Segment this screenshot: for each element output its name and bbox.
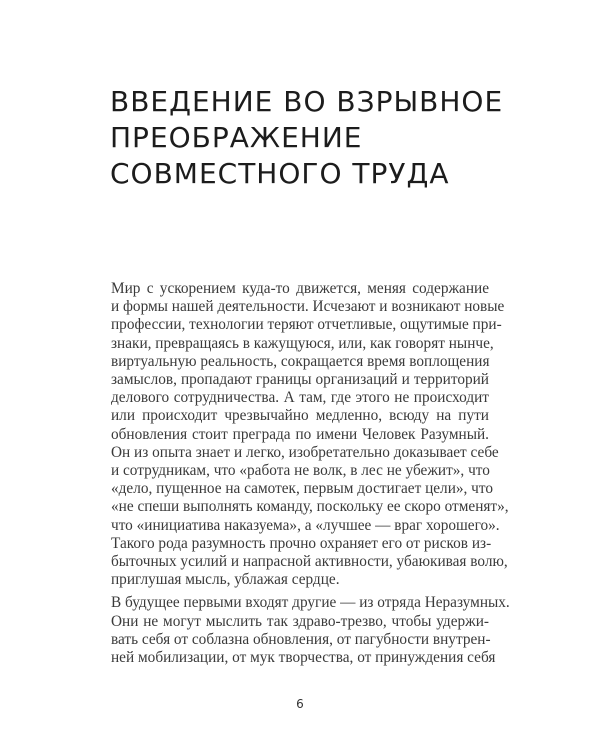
text-line: приглушая мысль, ублажая сердце. [111, 571, 340, 589]
chapter-title-line: ВВЕДЕНИЕ ВО ВЗРЫВНОЕ [110, 85, 504, 118]
chapter-title-line: СОВМЕСТНОГО ТРУДА [110, 157, 450, 190]
text-line: и формы нашей деятельности. Исчезают и возникают новые [111, 298, 505, 316]
text-line: профессии, технологии теряют отчетливые, ощутимые при- [111, 316, 502, 334]
text-line: обновления стоит преграда по имени Человек Разумный. [111, 425, 489, 443]
text-line: Он из опыта знает и легко, изобретательно доказывает себе [111, 443, 499, 461]
text-line: «дело, пущенное на самотек, первым достигает цели», что [111, 480, 494, 498]
text-line: Они не могут мыслить так здраво-трезво, чтобы удержи- [111, 612, 489, 630]
paragraph-1 [111, 280, 509, 589]
text-line: вать себя от соблазна обновления, от пагубности внутрен- [111, 630, 491, 648]
page-number: 6 [296, 697, 304, 711]
text-line: виртуальную реальность, сокращается время воплощения [111, 352, 490, 370]
text-line: Такого рода разумность прочно охраняет его от рисков из- [111, 534, 492, 552]
paragraph-2 [111, 594, 510, 667]
text-line: делового сотрудничества. А там, где этого не происходит [111, 389, 489, 407]
body-text [111, 280, 510, 667]
text-line: «не спеши выполнять команду, поскольку ее скоро отменят», [111, 498, 509, 516]
text-line: знаки, превращаясь в кажущуюся, или, как говорят нынче, [111, 334, 494, 352]
text-line: ней мобилизации, от мук творчества, от принуждения себя [111, 649, 496, 667]
text-line: Мир с ускорением куда-то движется, меняя содержание [111, 280, 489, 297]
text-line: В будущее первыми входят другие — из отряда Неразумных. [111, 594, 510, 612]
chapter-title-line: ПРЕОБРАЖЕНИЕ [110, 121, 363, 154]
text-line: замыслов, пропадают границы организаций и территорий [111, 371, 489, 389]
text-line: что «инициатива наказуема», а «лучшее — враг хорошего». [111, 516, 500, 534]
text-line: и сотрудникам, что «работа не волк, в лес не убежит», что [111, 462, 490, 480]
text-line: или происходит чрезвычайно медленно, всюду на пути [111, 407, 489, 425]
chapter-title [110, 84, 530, 192]
text-line: быточных усилий и напрасной активности, убаюкивая волю, [111, 553, 508, 571]
